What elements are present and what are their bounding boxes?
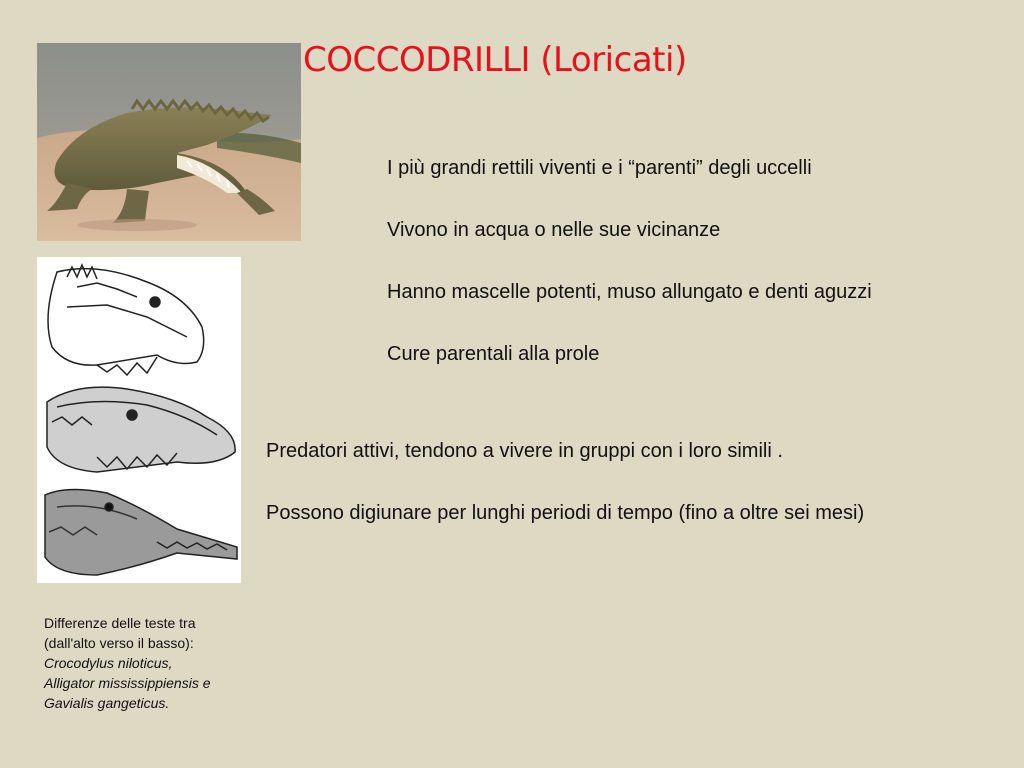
bullet-item: Cure parentali alla prole bbox=[387, 343, 600, 365]
caption-species: Crocodylus niloticus, bbox=[44, 655, 173, 671]
caption-line: Differenze delle teste tra bbox=[44, 615, 196, 631]
caption-species: Alligator mississippiensis e bbox=[44, 675, 211, 691]
lower-text-block bbox=[266, 436, 986, 560]
slide-title: COCCODRILLI (Loricati) bbox=[303, 40, 687, 80]
image-caption bbox=[44, 613, 259, 713]
bullet-item: Vivono in acqua o nelle sue vicinanze bbox=[387, 219, 721, 241]
paragraph: Predatori attivi, tendono a vivere in gruppi con i loro simili . bbox=[266, 440, 783, 462]
bullet-item: I più grandi rettili viventi e i “parenti” degli uccelli bbox=[387, 157, 812, 179]
crocodile-photo bbox=[37, 43, 301, 241]
crocodile-heads-drawing bbox=[37, 257, 241, 583]
paragraph: Possono digiunare per lunghi periodi di tempo (fino a oltre sei mesi) bbox=[266, 502, 865, 524]
bullet-item: Hanno mascelle potenti, muso allungato e denti aguzzi bbox=[387, 281, 872, 303]
caption-line: (dall'alto verso il basso): bbox=[44, 635, 194, 651]
caption-species: Gavialis gangeticus. bbox=[44, 695, 170, 711]
bullet-list bbox=[387, 153, 987, 401]
